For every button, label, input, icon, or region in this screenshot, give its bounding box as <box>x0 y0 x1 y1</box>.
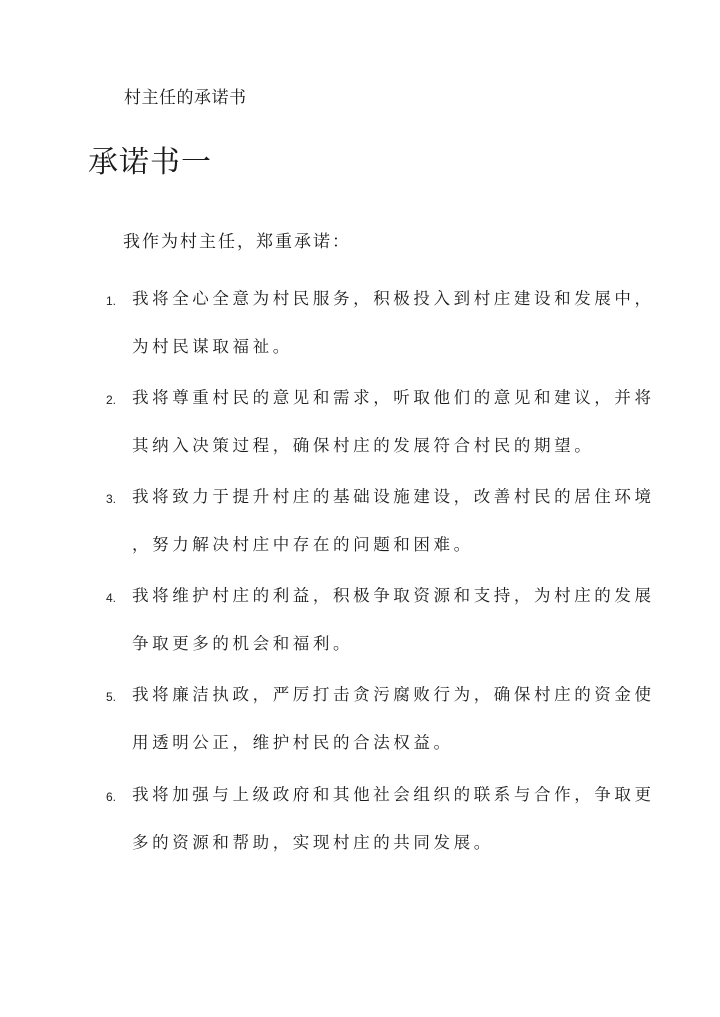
item-number: 5. <box>106 690 117 704</box>
item-text-line-2: 争取更多的机会和福利。 <box>132 634 354 653</box>
item-text-line-1: 我将加强与上级政府和其他社会组织的联系与合作，争取更 <box>132 785 655 804</box>
item-text-line-1: 我将维护村庄的利益，积极争取资源和支持，为村庄的发展 <box>132 586 655 605</box>
item-text-line-2: 其纳入决策过程，确保村庄的发展符合村民的期望。 <box>132 436 595 455</box>
item-number: 1. <box>106 294 117 308</box>
item-text-line-2: 用透明公正，维护村民的合法权益。 <box>132 733 454 752</box>
intro-paragraph: 我作为村主任，郑重承诺： <box>123 232 351 252</box>
item-text-line-1: 我将廉洁执政，严厉打击贪污腐败行为，确保村庄的资金使 <box>132 685 655 704</box>
item-text-line-1: 我将尊重村民的意见和需求，听取他们的意见和建议，并将 <box>132 388 655 407</box>
item-text-line-2: 多的资源和帮助，实现村庄的共同发展。 <box>132 833 494 852</box>
item-text-line-2: 为村民谋取福祉。 <box>132 337 293 356</box>
item-text-line-2: ，努力解决村庄中存在的问题和困难。 <box>132 535 474 554</box>
item-text-line-1: 我将全心全意为村民服务，积极投入到村庄建设和发展中， <box>132 289 655 308</box>
item-text-line-1: 我将致力于提升村庄的基础设施建设，改善村民的居住环境 <box>132 487 655 506</box>
item-number: 6. <box>106 790 117 804</box>
item-number: 4. <box>106 591 117 605</box>
section-heading: 承诺书一 <box>88 145 212 180</box>
document-title: 村主任的承诺书 <box>124 88 247 108</box>
item-number: 2. <box>106 393 117 407</box>
item-number: 3. <box>106 492 117 506</box>
